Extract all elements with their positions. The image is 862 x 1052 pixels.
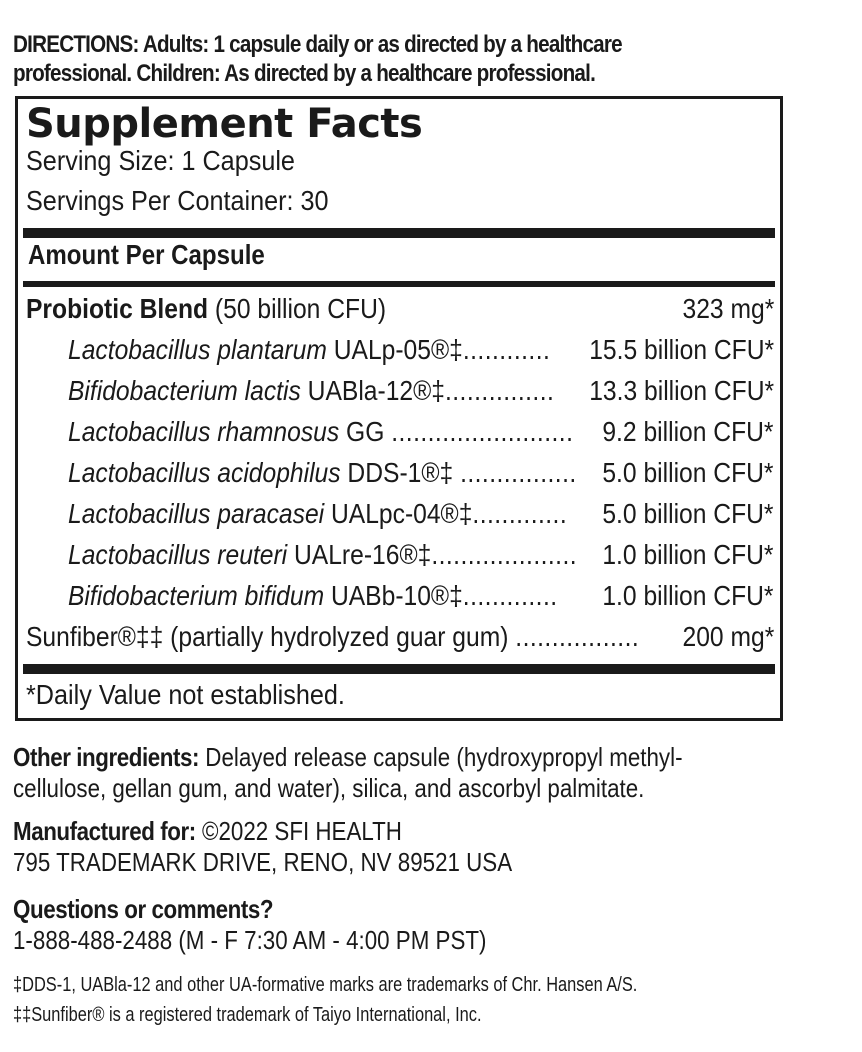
strain-species: Lactobacillus paracasei — [68, 498, 325, 529]
thick-divider — [23, 664, 775, 674]
leader-dots: ............. — [472, 498, 568, 529]
manufacturer-company: ©2022 SFI HEALTH — [201, 816, 402, 846]
strain-amount: 15.5 billion CFU* — [589, 334, 774, 365]
strain-amount: 1.0 billion CFU* — [602, 539, 774, 570]
strain-species: Lactobacillus acidophilus — [68, 457, 341, 488]
manufacturer-address: 795 TRADEMARK DRIVE, RENO, NV 89521 USA — [13, 847, 513, 877]
strain-code: UABla-12®‡ — [307, 375, 445, 406]
blend-name: Probiotic Blend — [26, 293, 209, 324]
supplement-facts-panel — [15, 96, 783, 721]
other-ingredients-line-2: cellulose, gellan gum, and water), silica, and ascorbyl palmitate. — [13, 773, 645, 803]
strain-amount: 9.2 billion CFU* — [602, 416, 774, 447]
strain-code: UALp-05®‡ — [333, 334, 463, 365]
leader-dots: ............ — [462, 334, 551, 365]
manufactured-label: Manufactured for: — [13, 816, 196, 846]
servings-per-container: Servings Per Container: 30 — [26, 185, 329, 216]
strain-species: Lactobacillus reuteri — [68, 539, 288, 570]
probiotic-blend-row — [26, 293, 774, 333]
directions — [13, 30, 692, 88]
serving-size: Serving Size: 1 Capsule — [26, 145, 295, 176]
leader-dots: ................. — [515, 621, 640, 652]
strain-row — [26, 498, 774, 538]
facts-title: Supplement Facts — [26, 101, 423, 147]
questions-label: Questions or comments? — [13, 894, 274, 924]
strain-row — [26, 416, 774, 456]
strain-species: Bifidobacterium lactis — [68, 375, 301, 406]
strain-code: GG — [346, 416, 385, 447]
strain-amount: 1.0 billion CFU* — [602, 580, 774, 611]
strain-amount: 5.0 billion CFU* — [602, 498, 774, 529]
contact-phone: 1-888-488-2488 (M - F 7:30 AM - 4:00 PM PST) — [13, 925, 487, 955]
strain-code: UALre-16®‡ — [293, 539, 432, 570]
trademark-note-1: ‡DDS-1, UABla-12 and other UA-formative marks are trademarks of Chr. Hansen A/S. — [13, 974, 638, 996]
sunfiber-name: Sunfiber®‡‡ (partially hydrolyzed guar gum) — [26, 621, 509, 652]
leader-dots: ............... — [444, 375, 555, 406]
trademark-note-2: ‡‡Sunfiber® is a registered trademark of Taiyo International, Inc. — [13, 1004, 482, 1026]
directions-line-1: DIRECTIONS: Adults: 1 capsule daily or as directed by a healthcare — [13, 31, 622, 58]
strain-code: DDS-1®‡ — [347, 457, 454, 488]
blend-amount: 323 mg* — [682, 293, 774, 324]
daily-value-note: *Daily Value not established. — [26, 679, 345, 710]
amount-per-capsule-header: Amount Per Capsule — [28, 239, 265, 270]
leader-dots: .................... — [431, 539, 578, 570]
strain-code: UABb-10®‡ — [330, 580, 463, 611]
contact-info — [13, 894, 718, 956]
strain-row — [26, 375, 774, 415]
leader-dots: ......................... — [391, 416, 574, 447]
sunfiber-row — [26, 621, 774, 661]
leader-dots: ................ — [460, 457, 577, 488]
strain-row — [26, 334, 774, 374]
manufacturer-info — [13, 816, 718, 878]
strain-row — [26, 539, 774, 579]
strain-code: UALpc-04®‡ — [330, 498, 473, 529]
sunfiber-amount: 200 mg* — [682, 621, 774, 652]
strain-row — [26, 580, 774, 620]
strain-species: Lactobacillus rhamnosus — [68, 416, 340, 447]
strain-species: Bifidobacterium bifidum — [68, 580, 325, 611]
trademark-notes — [13, 970, 637, 1030]
other-ingredients-label: Other ingredients: — [13, 742, 200, 772]
medium-divider — [23, 281, 775, 287]
strain-row — [26, 457, 774, 497]
thick-divider — [23, 228, 775, 238]
strain-species: Lactobacillus plantarum — [68, 334, 327, 365]
other-ingredients-line-1: Delayed release capsule (hydroxypropyl methyl- — [205, 742, 683, 772]
strain-amount: 13.3 billion CFU* — [589, 375, 774, 406]
leader-dots: ............. — [462, 580, 558, 611]
strain-amount: 5.0 billion CFU* — [602, 457, 774, 488]
other-ingredients — [13, 742, 718, 804]
directions-line-2: professional. Children: As directed by a healthcare professional. — [13, 60, 596, 87]
blend-detail: (50 billion CFU) — [214, 293, 387, 324]
